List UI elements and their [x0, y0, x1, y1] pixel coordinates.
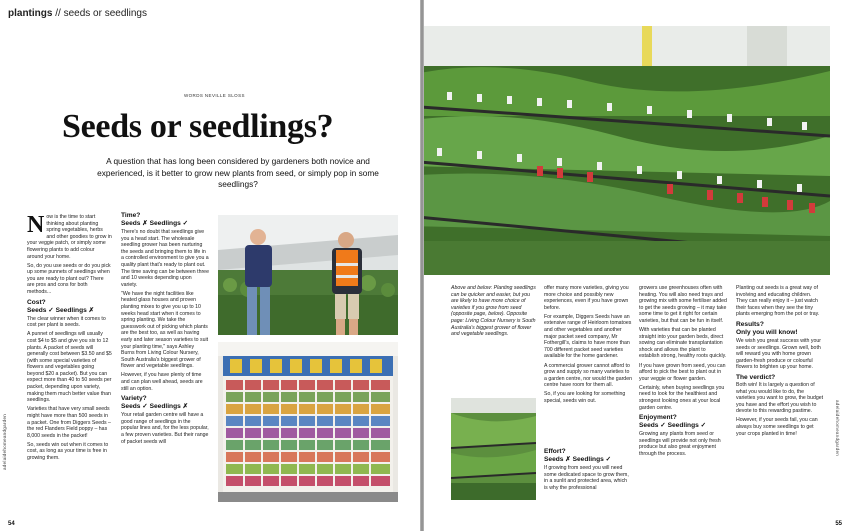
right-page: [424, 0, 850, 531]
standfirst: A question that has long been considered by gardeners both novice and experienced, is it better to grow new plants from seed, or simply pop in some seedlings?: [97, 156, 379, 189]
section-name: plantings: [8, 8, 53, 19]
text-column-r4: [736, 285, 824, 440]
heading-effort: Effort?: [544, 448, 566, 455]
side-label-left: adelaidehomeandgarden: [2, 413, 7, 470]
paragraph: offer many more varieties, giving you more choice and possibly new experiences, even if you have grown before.: [544, 285, 629, 311]
verdict-cost: Seeds ✓ Seedlings ✗: [27, 306, 95, 314]
section-separator: //: [52, 8, 64, 19]
photo-caption: Above and below: Planting seedlings can be quicker and easier, but you are likely to have more choice of varieties if you grow from seed (opposite page, below). Opposite page: Living Colour Nursery is South Australia's biggest grower of flower and vegetable seedlings.: [451, 285, 536, 338]
page-number-right: 55: [835, 521, 842, 527]
paragraph: Growing any plants from seed or seedlings will provide not only fresh produce but also great enjoyment through the process.: [639, 431, 721, 457]
text-column-r1-effort: [544, 448, 632, 494]
photo-nursery-staff: [218, 215, 398, 335]
section-topic: seeds or seedlings: [63, 8, 147, 19]
side-label-right: adelaidehomeandgarden: [835, 400, 840, 457]
heading-verdict: The verdict?: [736, 373, 776, 381]
paragraph: So, seeds win out when it comes to cost, as long as your time is free in growing them.: [27, 441, 109, 461]
heading-cost: Cost?: [27, 298, 46, 306]
intro-paragraph: ow is the time to start thinking about planting spring vegetables, herbs and other goodies to grow in your veggie patch, or simply some flowering plants to add colour around your home.: [27, 214, 112, 260]
heading-time: Time?: [121, 212, 141, 219]
photo-seed-trays-image: [451, 398, 536, 500]
photo-seed-packet-rack-image: [218, 342, 398, 502]
page-number-left: 54: [8, 521, 15, 527]
verdict-time: Seeds ✗ Seedlings ✓: [121, 220, 189, 227]
paragraph: Your retail garden centre will have a good range of seedlings in the popular lines and, for the less popular, a few proven varieties. But their range of packet seeds will: [121, 412, 209, 445]
photo-seed-packet-rack: [218, 342, 398, 502]
photo-seed-trays: [451, 398, 536, 500]
text-column-1: [27, 214, 112, 464]
verdict-enjoyment: Seeds ✓ Seedlings ✓: [639, 422, 707, 430]
text-column-2: [121, 212, 209, 448]
paragraph: A commercial grower cannot afford to grow and supply so many varieties to a garden centre, nor would the garden centre have room for them all.: [544, 362, 632, 389]
paragraph: For example, Diggers Seeds have an extensive range of Heirloom tomatoes and other vegetables and another major packet seed company, Mr Fothergill's, claims to have more than 700 different packet seed varieties available for the home gardener.: [544, 313, 632, 360]
paragraph: However, if your seeds fail, you can always buy some seedlings to get your crops planted in time!: [736, 417, 818, 437]
paragraph: The clear winner when it comes to cost per plant is seeds.: [27, 315, 106, 329]
drop-cap: N: [27, 212, 45, 238]
paragraph: With varieties that can be planted straight into your garden beds, direct sowing can eliminate transplantation shock and allows the plant to establish strong, healthy roots quickly.: [639, 327, 727, 360]
paragraph: Planting out seeds is a great way of involving and educating children. They can really enjoy it – just watch their faces when they see the tiny plants emerging from the pot or tray.: [736, 285, 820, 318]
paragraph: There's no doubt that seedlings give you a head start. The wholesale seedling grower has been nurturing the seeds and bringing them to life in a controlled environment to give you a quality plant that's ready to plant out. The time saving can be between three and 10 weeks depending upon variety.: [121, 229, 209, 288]
paragraph: So, do you use seeds or do you pick up some punnets of seedlings when you are ready to plant out? There are pros and cons for both methods...: [27, 262, 111, 296]
left-page: [0, 0, 420, 531]
heading-variety: Variety?: [121, 395, 147, 403]
section-header: [8, 8, 147, 19]
photo-seedling-benches: [424, 26, 830, 275]
paragraph: If you have grown from seed, you can afford to pick the best to plant out in your veggie or flower garden.: [639, 362, 726, 382]
byline: WORDS NEVILLE SLOSS: [184, 93, 245, 98]
article-title: Seeds or seedlings?: [62, 108, 334, 145]
paragraph: Certainly, when buying seedlings you need to look for the healthiest and strongest looking ones at your local garden centre.: [639, 384, 725, 411]
paragraph: So, if you are looking for something special, seeds win out.: [544, 391, 626, 404]
paragraph: Both win! It is largely a question of what you would like to do, the varieties you want to grow, the budget you have and the effort you wish to devote to this rewarding pastime.: [736, 381, 824, 415]
heading-enjoyment: Enjoyment?: [639, 414, 677, 422]
paragraph: "We have the night facilities like heated glass houses and proven planting mixes to give you up to 10 weeks head start when it comes to spring planting. We take the guesswork out of picking which plants are the best too, as well as having early and later season varieties to suit your planting time," says Ashley Burns from Living Colour Nursery, South Australia's biggest grower of flower and vegetable seedlings.: [121, 290, 209, 370]
paragraph: If growing from seed you will need some dedicated space to grow them, in a sunlit and protected area, which is why the professional: [544, 465, 629, 491]
verdict-effort: Seeds ✗ Seedlings ✓: [544, 456, 612, 463]
text-column-r2: [544, 285, 632, 407]
paragraph: A punnet of seedlings will usually cost $4 to $5 and give you six to 12 plants. A packet of seeds will generally cost between $3.50 and $5 (with some special varieties of flowers and vegetables going beyond $20 a packet). But you can expect more than 40 to 50 seeds per packet, depending upon variety, making them much better value than seedlings.: [27, 331, 112, 404]
paragraph: Varieties that have very small seeds might have more than 500 seeds in a packet. One from Diggers Seeds – the red Flanders Field poppy – has 8,000 seeds in the packet!: [27, 406, 111, 439]
text-column-r1: [451, 285, 536, 340]
paragraph: growers use greenhouses often with heating. You will also need trays and growing mix with some fertiliser added to get the seeds growing – it may take some time to get it right for certain varieties, but that can be fun in itself.: [639, 285, 727, 324]
photo-seedling-benches-image: [424, 26, 830, 275]
heading-results: Results?: [736, 320, 764, 328]
text-column-r3: [639, 285, 727, 460]
paragraph: However, if you have plenty of time and can plan well ahead, seeds are still an option.: [121, 372, 203, 392]
photo-nursery-staff-image: [218, 215, 398, 335]
verdict-variety: Seeds ✓ Seedlings ✗: [121, 403, 189, 411]
verdict-results: Only you will know!: [736, 328, 798, 336]
paragraph: We wish you great success with your seeds or seedlings. Grown well, both will reward you with home grown garden-fresh produce or colourful flowers to brighten up your home.: [736, 337, 821, 371]
